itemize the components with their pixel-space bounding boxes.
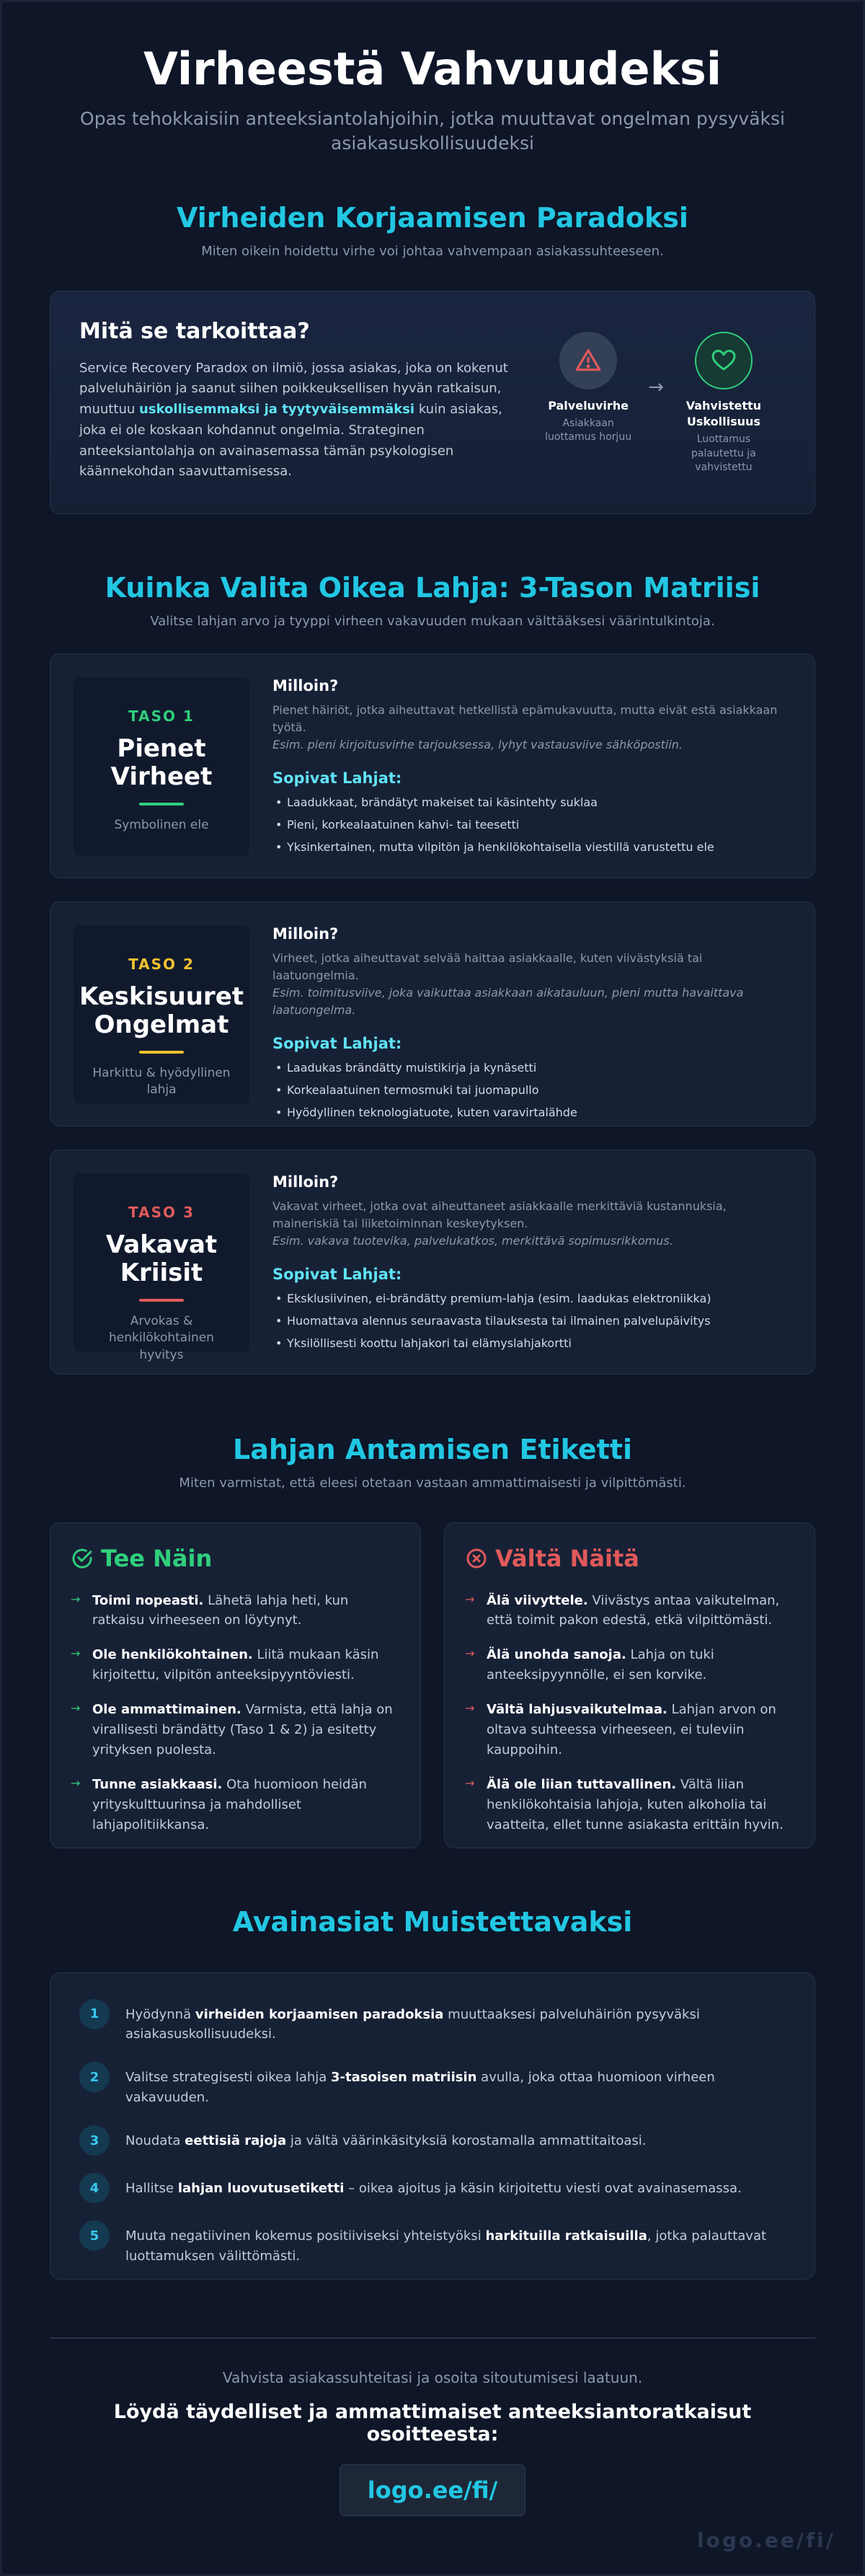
- paradox-section: [2, 202, 863, 514]
- tier-details: [249, 1173, 791, 1351]
- arrow-right-icon: →: [465, 1776, 475, 1790]
- list-item: [465, 1775, 794, 1835]
- when-example: Esim. pieni kirjoitusvirhe tarjouksessa, lyhyt vastausviive sähköpostiin.: [272, 737, 683, 751]
- when-text: [272, 702, 791, 754]
- x-circle-icon: [465, 1547, 488, 1570]
- tier-note: Arvokas & henkilökohtainen hyvitys: [109, 1313, 214, 1363]
- dont-title: Vältä Näitä: [495, 1544, 639, 1572]
- matrix-subtitle: Valitse lahjan arvo ja tyyppi virheen vakavuuden mukaan välttääksesi väärintulkintoja.: [150, 613, 715, 629]
- paradox-explanation: [79, 319, 526, 486]
- do-item-text: Lähetä lahja heti, kun ratkaisu virheeseen on löytynyt.: [92, 1592, 349, 1628]
- footer-cta: Löydä täydelliset ja ammattimaiset anteeksiantoratkaisut osoitteesta:: [113, 2400, 752, 2445]
- tier-details: [249, 925, 791, 1119]
- tier-name: Keskisuuret Ongelmat: [79, 982, 244, 1039]
- takeaway-text: [125, 1999, 786, 2045]
- do-item-bold: Ole ammattimainen.: [92, 1702, 241, 1718]
- heart-icon: [695, 332, 753, 389]
- etiquette-subtitle: Miten varmistat, että eleesi otetaan vastaan ammattimaisesti ja vilpittömästi.: [179, 1475, 686, 1491]
- when-example: Esim. toimitusviive, joka vaikuttaa asiakkaan aikatauluun, pieni mutta havaittava laatuongelma.: [272, 985, 744, 1017]
- step-number: 5: [79, 2220, 110, 2251]
- loyalty-title: Vahvistettu Uskollisuus: [686, 398, 762, 428]
- paradox-text-before: Service Recovery Paradox on ilmiö, jossa asiakas, joka on kokenut palveluhäiriön ja saanut siihen poikkeuksellisen hyvän ratkaisun, muuttuu: [79, 360, 508, 418]
- list-item: • Yksilöllisesti koottu lahjakori tai elämyslahjakortti: [272, 1336, 791, 1350]
- paradox-card-text: [79, 358, 526, 483]
- warning-icon: [559, 332, 617, 389]
- list-item: [71, 1700, 400, 1760]
- list-item: [71, 1645, 400, 1685]
- service-error-title: Palveluvirhe: [548, 398, 629, 413]
- list-item: [465, 1700, 794, 1760]
- tier-badge: [74, 925, 249, 1104]
- paradox-visual: [526, 319, 786, 486]
- page-subtitle: Opas tehokkaisiin anteeksiantolahjoihin, jotka muuttavat ongelman pysyväksi asiakasuskollisuudeksi: [80, 108, 785, 154]
- hero: [2, 2, 863, 156]
- when-text: [272, 950, 791, 1019]
- tier-card-3: [50, 1150, 815, 1375]
- takeaway-post: ja vältä väärinkäsityksiä korostamalla ammattitaitoasi.: [286, 2133, 647, 2149]
- when-description: Virheet, jotka aiheuttavat selvää haittaa asiakkaalle, kuten viivästyksiä tai laatuongelmia.: [272, 950, 703, 982]
- list-item: • Huomattava alennus seuraavasta tilauksesta tai ilmainen palvelupäivitys: [272, 1314, 791, 1328]
- paradox-text-after: kuin asiakas, joka ei ole koskaan kohdannut ongelmia. Strateginen anteeksiantolahja on avainasemassa tämän psykologisen käännekohdan saavuttamisessa.: [79, 402, 502, 480]
- arrow-right-icon: →: [648, 376, 664, 398]
- footer: [50, 2337, 815, 2516]
- takeaway-post: , jotka palauttavat luottamuksen välittömästi.: [125, 2228, 767, 2264]
- paradox-card-title: Mitä se tarkoittaa?: [79, 318, 310, 344]
- takeaway-bold: harkituilla ratkaisuilla: [485, 2228, 647, 2244]
- gifts-list: [272, 795, 791, 854]
- matrix-section: [2, 572, 863, 1375]
- loyalty-desc: Luottamus palautettu ja vahvistettu: [691, 433, 756, 474]
- tier-badge: [74, 677, 249, 856]
- arrow-right-icon: →: [71, 1646, 81, 1661]
- takeaway-post: avulla, joka ottaa huomioon virheen vakavuuden.: [125, 2070, 715, 2106]
- dont-list: [465, 1591, 794, 1835]
- tier-note: Symbolinen ele: [114, 817, 209, 832]
- service-error-desc: Asiakkaan luottamus horjuu: [545, 417, 632, 444]
- step-number: 2: [79, 2062, 110, 2092]
- arrow-right-icon: →: [71, 1701, 81, 1716]
- list-item: • Pieni, korkealaatuinen kahvi- tai teesetti: [272, 818, 791, 832]
- dont-item-text: Lahja on tuki anteeksipyynnölle, ei sen korvike.: [487, 1647, 714, 1683]
- list-item: • Hyödyllinen teknologiatuote, kuten varavirtalähde: [272, 1106, 791, 1119]
- do-title: Tee Näin: [101, 1544, 213, 1572]
- dont-card: [444, 1522, 815, 1848]
- loyalty-step: [677, 332, 771, 476]
- takeaway-text: [125, 2220, 786, 2267]
- paradox-subtitle: Miten oikein hoidettu virhe voi johtaa vahvempaan asiakassuhteeseen.: [201, 243, 664, 259]
- list-item: [79, 1999, 786, 2045]
- takeaways-section: [2, 1906, 863, 2280]
- footer-link[interactable]: logo.ee/fi/: [340, 2464, 526, 2516]
- dont-item-bold: Vältä lahjusvaikutelmaa.: [487, 1702, 667, 1718]
- dont-item-text: Lahjan arvon on oltava suhteessa virheeseen, ei tuleviin kauppoihin.: [487, 1702, 776, 1757]
- etiquette-section: [2, 1434, 863, 1848]
- takeaway-pre: Noudata: [125, 2133, 185, 2149]
- list-item: [465, 1591, 794, 1631]
- when-heading: Milloin?: [272, 925, 339, 943]
- etiquette-grid: [50, 1522, 815, 1848]
- gifts-heading: Sopivat Lahjat:: [272, 769, 402, 787]
- takeaway-pre: Hallitse: [125, 2181, 178, 2197]
- paradox-card: [50, 291, 815, 514]
- step-number: 1: [79, 1999, 110, 2029]
- list-item: [79, 2125, 786, 2156]
- takeaway-pre: Muuta negatiivinen kokemus positiiviseksi yhteistyöksi: [125, 2228, 486, 2244]
- when-heading: Milloin?: [272, 1173, 339, 1191]
- tier-card-2: [50, 901, 815, 1126]
- list-item: [465, 1645, 794, 1685]
- list-item: [71, 1591, 400, 1631]
- list-item: [71, 1775, 400, 1835]
- takeaways-title: Avainasiat Muistettavaksi: [232, 1905, 633, 1938]
- tier-note: Harkittu & hyödyllinen lahja: [92, 1065, 231, 1098]
- list-item: • Yksinkertainen, mutta vilpitön ja henkilökohtaisella viestillä varustettu ele: [272, 840, 791, 854]
- check-circle-icon: [71, 1547, 94, 1570]
- do-item-text: Varmista, että lahja on virallisesti brändätty (Taso 1 & 2) ja esitetty yrityksen puolesta.: [92, 1702, 393, 1757]
- takeaway-text: [125, 2125, 647, 2151]
- list-item: • Korkealaatuinen termosmuki tai juomapullo: [272, 1083, 791, 1097]
- dont-item-bold: Älä viivyttele.: [487, 1592, 588, 1608]
- when-description: Pienet häiriöt, jotka aiheuttavat hetkellistä epämukavuutta, mutta eivät estä asiakkaan työtä.: [272, 702, 778, 734]
- tier-card-1: [50, 653, 815, 878]
- when-example: Esim. vakava tuotevika, palvelukatkos, merkittävä sopimusrikkomus.: [272, 1233, 673, 1248]
- when-text: [272, 1198, 791, 1250]
- tier-name: Pienet Virheet: [110, 733, 213, 791]
- dont-item-bold: Älä ole liian tuttavallinen.: [487, 1776, 677, 1792]
- page-title: Virheestä Vahvuudeksi: [143, 43, 722, 95]
- do-heading: [71, 1545, 400, 1572]
- gifts-list: [272, 1292, 791, 1350]
- arrow-right-icon: →: [465, 1646, 475, 1661]
- matrix-title: Kuinka Valita Oikea Lahja: 3-Tason Matriisi: [105, 571, 760, 604]
- do-item-text: Liitä mukaan käsin kirjoitettu, vilpitön anteeksipyyntöviesti.: [92, 1647, 379, 1683]
- tier-label: TASO 1: [128, 707, 195, 725]
- footer-subtitle: Vahvista asiakassuhteitasi ja osoita sitoutumisesi laatuun.: [222, 2368, 643, 2386]
- do-item-bold: Tunne asiakkaasi.: [92, 1776, 223, 1792]
- list-item: • Laadukkaat, brändätyt makeiset tai käsintehty suklaa: [272, 795, 791, 809]
- list-item: [79, 2062, 786, 2108]
- do-item-bold: Ole henkilökohtainen.: [92, 1647, 253, 1663]
- paradox-text-highlight: uskollisemmaksi ja tyytyväisemmäksi: [139, 402, 415, 418]
- dont-item-text: Viivästys antaa vaikutelman, että toimit pakon edestä, etkä vilpittömästi.: [487, 1592, 780, 1628]
- takeaway-post: – oikea ajoitus ja käsin kirjoitettu viesti ovat avainasemassa.: [344, 2181, 742, 2197]
- gifts-heading: Sopivat Lahjat:: [272, 1265, 402, 1283]
- gifts-heading: Sopivat Lahjat:: [272, 1034, 402, 1052]
- step-number: 3: [79, 2125, 110, 2156]
- takeaway-post: muuttaaksesi palveluhäiriön pysyväksi asiakasuskollisuudeksi.: [125, 2006, 700, 2042]
- arrow-right-icon: →: [465, 1592, 475, 1606]
- arrow-right-icon: →: [71, 1776, 81, 1790]
- tier-divider: [139, 1299, 184, 1302]
- step-number: 4: [79, 2173, 110, 2203]
- dont-heading: [465, 1545, 794, 1572]
- gifts-list: [272, 1061, 791, 1119]
- watermark: logo.ee/fi/: [697, 2528, 835, 2552]
- takeaway-bold: virheiden korjaamisen paradoksia: [195, 2006, 444, 2022]
- tier-badge: [74, 1173, 249, 1363]
- arrow-right-icon: →: [465, 1701, 475, 1716]
- do-list: [71, 1591, 400, 1835]
- when-description: Vakavat virheet, jotka ovat aiheuttaneet asiakkaalle merkittäviä kustannuksia, maineriskiä tai liiketoiminnan keskeytyksen.: [272, 1199, 727, 1230]
- tier-label: TASO 2: [128, 955, 195, 973]
- takeaway-text: [125, 2173, 742, 2199]
- takeaways-card: [50, 1972, 815, 2280]
- takeaway-text: [125, 2062, 786, 2108]
- etiquette-title: Lahjan Antamisen Etiketti: [233, 1433, 632, 1465]
- takeaway-bold: eettisiä rajoja: [185, 2133, 287, 2149]
- list-item: [79, 2173, 786, 2203]
- tier-name: Vakavat Kriisit: [105, 1230, 218, 1287]
- tier-label: TASO 3: [128, 1203, 195, 1221]
- takeaway-pre: Valitse strategisesti oikea lahja: [125, 2070, 332, 2086]
- tier-divider: [139, 803, 184, 806]
- do-item-text: Ota huomioon heidän yrityskulttuurinsa ja mahdolliset lahjapolitiikkansa.: [92, 1776, 367, 1832]
- takeaway-bold: lahjan luovutusetiketti: [177, 2181, 345, 2197]
- when-heading: Milloin?: [272, 676, 339, 694]
- arrow-right-icon: →: [71, 1592, 81, 1606]
- dont-item-text: Vältä liian henkilökohtaisia lahjoja, kuten alkoholia tai vaatteita, ellet tunne asiakasta erittäin hyvin.: [487, 1776, 784, 1832]
- list-item: • Eksklusiivinen, ei-brändätty premium-lahja (esim. laadukas elektroniikka): [272, 1292, 791, 1305]
- list-item: • Laadukas brändätty muistikirja ja kynäsetti: [272, 1061, 791, 1075]
- tier-details: [249, 677, 791, 855]
- takeaway-bold: 3-tasoisen matriisin: [331, 2070, 477, 2086]
- do-card: [50, 1522, 421, 1848]
- list-item: [79, 2220, 786, 2267]
- do-item-bold: Toimi nopeasti.: [92, 1592, 204, 1608]
- service-error-step: [541, 332, 635, 446]
- dont-item-bold: Älä unohda sanoja.: [487, 1647, 626, 1663]
- takeaway-pre: Hyödynnä: [125, 2006, 195, 2022]
- tier-divider: [139, 1051, 184, 1054]
- paradox-title: Virheiden Korjaamisen Paradoksi: [177, 201, 688, 234]
